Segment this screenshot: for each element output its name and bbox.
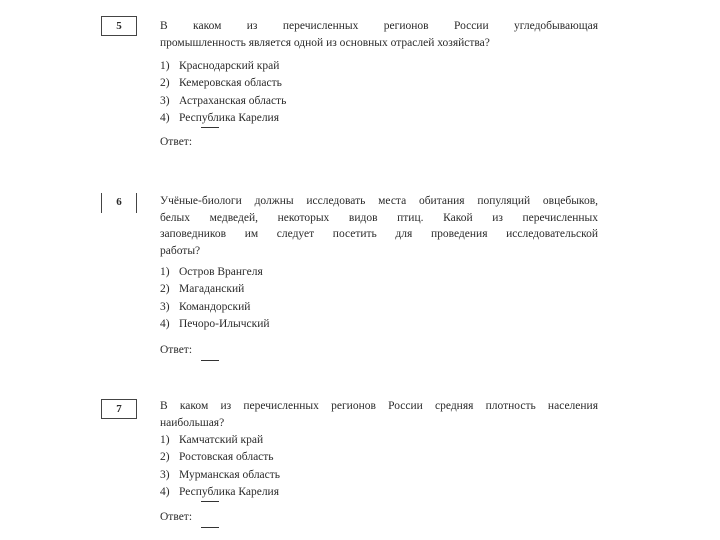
question-text-line: В каком из перечисленных регионов России средняя плотность населения xyxy=(160,400,598,412)
answer-option: 4) Печоро-Илычский xyxy=(160,317,270,330)
question-text xyxy=(160,18,598,51)
question-number-box: 5 xyxy=(101,16,137,36)
answer-label: Ответ: xyxy=(160,136,193,148)
question-text-line: промышленность является одной из основных отраслей хозяйства? xyxy=(160,36,490,49)
answer-blank-line[interactable] xyxy=(201,501,219,502)
answer-option: 3) Астраханская область xyxy=(160,94,287,107)
answer-blank-line[interactable] xyxy=(201,360,219,361)
question-number-box: 6 xyxy=(101,193,137,213)
answer-option: 4) Республика Карелия xyxy=(160,111,280,124)
answer-label: Ответ: xyxy=(160,511,193,523)
answer-options xyxy=(160,58,286,127)
question-text-line: белых медведей, некоторых видов птиц. Какой из перечисленных xyxy=(160,211,598,224)
answer-options xyxy=(160,264,270,333)
question-text-line: Учёные-биологи должны исследовать места обитания популяций овцебыков, xyxy=(160,195,598,207)
answer-options xyxy=(160,432,280,501)
answer-option: 1) Камчатский край xyxy=(160,434,264,446)
answer-option: 3) Мурманская область xyxy=(160,468,281,481)
answer-option: 2) Кемеровская область xyxy=(160,77,282,90)
question-text-line: заповедников им следует посетить для проведения исследовательской xyxy=(160,228,598,240)
answer-blank-line[interactable] xyxy=(201,127,219,128)
answer-option: 2) Ростовская область xyxy=(160,451,274,464)
question-text xyxy=(160,193,598,259)
answer-option: 2) Магаданский xyxy=(160,283,245,296)
answer-option: 4) Республика Карелия xyxy=(160,485,280,498)
question-text-line: наибольшая? xyxy=(160,416,225,429)
answer-option: 1) Краснодарский край xyxy=(160,60,280,72)
answer-option: 1) Остров Врангеля xyxy=(160,266,263,278)
answer-blank-line[interactable] xyxy=(201,527,219,528)
answer-label: Ответ: xyxy=(160,344,193,356)
answer-option: 3) Командорский xyxy=(160,300,251,313)
question-text xyxy=(160,398,598,431)
question-text-line: В каком из перечисленных регионов России угледобывающая xyxy=(160,20,598,32)
question-text-line: работы? xyxy=(160,244,201,257)
question-number-box: 7 xyxy=(101,399,137,419)
